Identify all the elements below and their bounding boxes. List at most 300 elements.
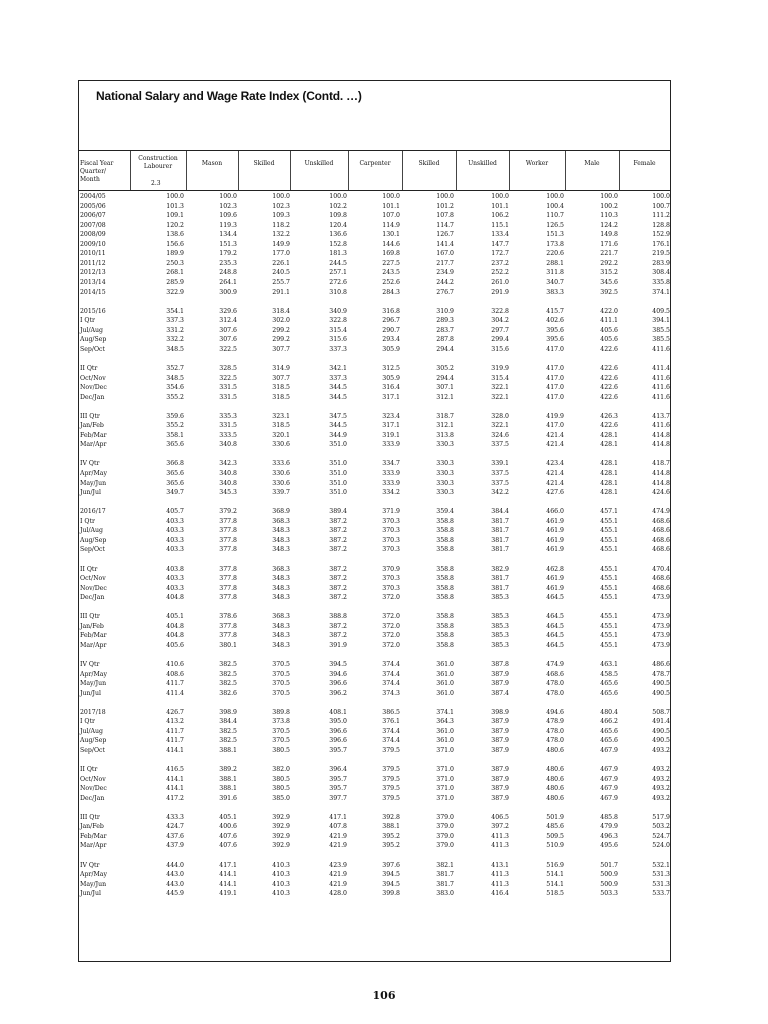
table-row bbox=[79, 861, 670, 870]
table-cell: 179.2 bbox=[219, 250, 237, 258]
table-row bbox=[79, 870, 670, 879]
row-label: Dec/Jan bbox=[80, 393, 105, 401]
table-cell: 386.5 bbox=[382, 708, 400, 716]
table-cell: 358.8 bbox=[436, 527, 454, 535]
table-row bbox=[79, 345, 670, 354]
table-cell: 348.3 bbox=[272, 622, 290, 630]
table-cell: 467.9 bbox=[600, 794, 618, 802]
table-cell: 500.9 bbox=[600, 880, 618, 888]
table-cell: 119.3 bbox=[219, 221, 237, 229]
table-row bbox=[79, 221, 670, 230]
table-cell: 414.1 bbox=[219, 871, 237, 878]
page-number: 106 bbox=[372, 989, 396, 1002]
table-row bbox=[79, 775, 670, 784]
row-label: Jan/Feb bbox=[80, 622, 104, 630]
table-cell: 388.1 bbox=[219, 775, 237, 783]
table-cell: 377.8 bbox=[219, 536, 237, 544]
table-cell: 167.0 bbox=[436, 250, 454, 258]
row-label: 2008/09 bbox=[80, 231, 106, 239]
row-label: May/Jun bbox=[80, 880, 107, 888]
table-cell: 417.2 bbox=[166, 794, 184, 802]
table-cell: 102.2 bbox=[329, 202, 347, 210]
table-cell: 359.6 bbox=[166, 412, 184, 420]
table-cell: 331.5 bbox=[219, 384, 237, 391]
table-cell: 402.6 bbox=[546, 317, 564, 325]
table-cell: 322.5 bbox=[219, 374, 237, 382]
table-cell: 382.5 bbox=[219, 727, 237, 735]
row-label: 2014/15 bbox=[80, 288, 106, 296]
table-cell: 292.2 bbox=[600, 259, 618, 267]
table-cell: 464.5 bbox=[546, 632, 564, 640]
table-cell: 465.6 bbox=[600, 727, 618, 735]
table-cell: 462.8 bbox=[546, 565, 564, 573]
table-row bbox=[79, 240, 670, 249]
column-header: Construction bbox=[138, 155, 178, 162]
table-spacer-row bbox=[79, 498, 670, 507]
table-cell: 394.5 bbox=[329, 660, 347, 668]
table-cell: 151.3 bbox=[546, 231, 564, 239]
table-cell: 372.0 bbox=[382, 613, 400, 621]
table-cell: 176.1 bbox=[652, 240, 670, 248]
table-cell: 322.5 bbox=[219, 345, 237, 353]
table-cell: 252.6 bbox=[382, 279, 400, 286]
table-cell: 340.7 bbox=[546, 279, 564, 286]
table-cell: 414.1 bbox=[166, 746, 184, 754]
table-cell: 358.8 bbox=[436, 641, 454, 649]
table-cell: 340.8 bbox=[219, 470, 237, 477]
table-cell: 287.8 bbox=[436, 336, 454, 344]
table-cell: 358.1 bbox=[166, 431, 184, 439]
table-cell: 372.0 bbox=[382, 594, 400, 602]
row-label: 2010/11 bbox=[80, 250, 106, 258]
table-cell: 405.6 bbox=[600, 326, 618, 334]
table-spacer-row bbox=[79, 650, 670, 659]
row-label: I Qtr bbox=[80, 317, 95, 325]
table-cell: 414.8 bbox=[652, 479, 670, 487]
table-cell: 388.8 bbox=[329, 613, 347, 621]
table-cell: 147.7 bbox=[491, 240, 509, 248]
table-cell: 283.9 bbox=[652, 259, 670, 267]
table-cell: 318.4 bbox=[272, 307, 290, 315]
table-cell: 124.2 bbox=[600, 221, 618, 229]
row-label: 2012/13 bbox=[80, 269, 106, 277]
table-cell: 421.4 bbox=[546, 441, 564, 449]
table-cell: 100.0 bbox=[600, 193, 618, 200]
table-cell: 181.3 bbox=[329, 250, 347, 258]
table-row bbox=[79, 593, 670, 602]
table-cell: 443.0 bbox=[166, 880, 184, 888]
table-cell: 385.0 bbox=[272, 794, 290, 802]
header-bottom-rule bbox=[79, 190, 670, 191]
table-cell: 109.3 bbox=[272, 212, 290, 220]
table-cell: 377.8 bbox=[219, 546, 237, 554]
table-cell: 337.3 bbox=[329, 374, 347, 382]
table-cell: 354.6 bbox=[166, 384, 184, 391]
row-label: Dec/Jan bbox=[80, 594, 105, 602]
table-cell: 381.7 bbox=[491, 527, 509, 535]
table-cell: 480.6 bbox=[546, 746, 564, 754]
table-cell: 322.8 bbox=[491, 307, 509, 315]
table-cell: 337.5 bbox=[491, 441, 509, 449]
table-cell: 344.5 bbox=[329, 422, 347, 430]
table-cell: 423.9 bbox=[329, 861, 347, 869]
table-cell: 248.8 bbox=[219, 269, 237, 277]
table-cell: 368.3 bbox=[272, 613, 290, 621]
table-row bbox=[79, 259, 670, 268]
table-row bbox=[79, 412, 670, 421]
row-label: 2017/18 bbox=[80, 708, 106, 716]
table-cell: 411.3 bbox=[491, 871, 509, 878]
table-cell: 394.5 bbox=[382, 871, 400, 878]
table-cell: 493.2 bbox=[652, 785, 670, 793]
table-row bbox=[79, 374, 670, 383]
table-cell: 478.0 bbox=[546, 727, 564, 735]
table-cell: 416.4 bbox=[491, 890, 509, 898]
table-cell: 226.1 bbox=[272, 259, 290, 267]
table-cell: 395.6 bbox=[546, 336, 564, 344]
table-cell: 437.9 bbox=[166, 842, 184, 850]
table-cell: 379.5 bbox=[382, 794, 400, 802]
table-row bbox=[79, 612, 670, 621]
table-cell: 328.0 bbox=[491, 412, 509, 420]
table-row bbox=[79, 469, 670, 478]
table-cell: 149.9 bbox=[272, 240, 290, 248]
table-cell: 461.9 bbox=[546, 536, 564, 544]
row-label: Jun/Jul bbox=[80, 489, 101, 497]
table-row bbox=[79, 679, 670, 688]
table-cell: 100.0 bbox=[546, 193, 564, 200]
table-cell: 374.4 bbox=[382, 670, 400, 678]
table-cell: 384.4 bbox=[219, 718, 237, 726]
table-cell: 464.5 bbox=[546, 641, 564, 649]
table-row bbox=[79, 622, 670, 631]
table-cell: 333.9 bbox=[382, 479, 400, 487]
table-cell: 387.9 bbox=[491, 670, 509, 678]
table-cell: 414.1 bbox=[166, 775, 184, 783]
table-cell: 109.6 bbox=[219, 212, 237, 220]
table-cell: 307.6 bbox=[219, 326, 237, 334]
table-cell: 458.5 bbox=[600, 670, 618, 678]
table-cell: 372.0 bbox=[382, 632, 400, 640]
table-cell: 424.6 bbox=[652, 489, 670, 497]
table-cell: 319.1 bbox=[382, 431, 400, 439]
table-spacer-row bbox=[79, 755, 670, 764]
table-cell: 151.3 bbox=[219, 240, 237, 248]
table-cell: 395.7 bbox=[329, 775, 347, 783]
table-cell: 120.2 bbox=[166, 221, 184, 229]
table-cell: 347.5 bbox=[329, 412, 347, 420]
table-cell: 494.6 bbox=[546, 708, 564, 716]
table-cell: 395.7 bbox=[329, 785, 347, 793]
table-cell: 403.3 bbox=[166, 527, 184, 535]
table-cell: 468.6 bbox=[652, 575, 670, 582]
row-label: Feb/Mar bbox=[80, 431, 107, 439]
table-cell: 355.2 bbox=[166, 422, 184, 430]
table-cell: 318.5 bbox=[272, 384, 290, 391]
row-label: I Qtr bbox=[80, 517, 95, 525]
table-cell: 297.7 bbox=[491, 326, 509, 334]
table-cell: 421.9 bbox=[329, 842, 347, 850]
table-cell: 387.9 bbox=[491, 680, 509, 687]
table-cell: 370.3 bbox=[382, 584, 400, 592]
table-cell: 349.7 bbox=[166, 489, 184, 497]
table-cell: 314.9 bbox=[272, 364, 290, 372]
header-column-divider bbox=[456, 151, 509, 190]
table-cell: 368.3 bbox=[272, 565, 290, 573]
table-cell: 322.8 bbox=[329, 317, 347, 325]
table-cell: 465.6 bbox=[600, 680, 618, 687]
table-cell: 361.0 bbox=[436, 737, 454, 745]
table-row bbox=[79, 230, 670, 239]
table-cell: 516.9 bbox=[546, 861, 564, 869]
table-cell: 514.1 bbox=[546, 871, 564, 878]
table-cell: 370.9 bbox=[382, 565, 400, 573]
table-cell: 421.4 bbox=[546, 431, 564, 439]
table-cell: 305.9 bbox=[382, 345, 400, 353]
table-cell: 411.6 bbox=[652, 374, 670, 382]
table-cell: 358.8 bbox=[436, 517, 454, 525]
table-cell: 370.3 bbox=[382, 517, 400, 525]
row-label: Jan/Feb bbox=[80, 422, 104, 430]
table-cell: 377.8 bbox=[219, 584, 237, 592]
table-row bbox=[79, 822, 670, 831]
table-cell: 126.5 bbox=[546, 221, 564, 229]
table-row bbox=[79, 889, 670, 898]
column-header: Female bbox=[633, 160, 656, 167]
table-cell: 374.4 bbox=[382, 680, 400, 687]
table-cell: 397.7 bbox=[329, 794, 347, 802]
table-cell: 348.3 bbox=[272, 594, 290, 602]
table-cell: 428.1 bbox=[600, 470, 618, 477]
table-cell: 340.8 bbox=[219, 479, 237, 487]
table-cell: 394.1 bbox=[652, 317, 670, 325]
table-cell: 358.8 bbox=[436, 584, 454, 592]
table-cell: 422.6 bbox=[600, 393, 618, 401]
table-cell: 318.5 bbox=[272, 393, 290, 401]
table-cell: 382.6 bbox=[219, 689, 237, 697]
table-cell: 414.1 bbox=[219, 880, 237, 888]
table-cell: 410.3 bbox=[272, 871, 290, 878]
row-label: 2007/08 bbox=[80, 221, 106, 229]
table-cell: 305.9 bbox=[382, 374, 400, 382]
table-cell: 348.3 bbox=[272, 536, 290, 544]
table-cell: 387.2 bbox=[329, 584, 347, 592]
table-cell: 322.1 bbox=[491, 422, 509, 430]
table-cell: 261.0 bbox=[491, 279, 509, 286]
table-cell: 285.9 bbox=[166, 279, 184, 286]
table-cell: 404.8 bbox=[166, 594, 184, 602]
table-cell: 322.9 bbox=[166, 288, 184, 296]
table-cell: 100.4 bbox=[546, 202, 564, 210]
table-row bbox=[79, 689, 670, 698]
table-cell: 467.9 bbox=[600, 785, 618, 793]
column-header: Unskilled bbox=[304, 160, 334, 167]
table-cell: 291.9 bbox=[491, 288, 509, 296]
table-cell: 411.6 bbox=[652, 384, 670, 391]
table-cell: 335.3 bbox=[219, 412, 237, 420]
table-cell: 468.6 bbox=[652, 546, 670, 554]
table-cell: 383.0 bbox=[436, 890, 454, 898]
table-cell: 370.3 bbox=[382, 546, 400, 554]
table-cell: 387.2 bbox=[329, 517, 347, 525]
table-cell: 144.6 bbox=[382, 240, 400, 248]
table-cell: 422.6 bbox=[600, 364, 618, 372]
table-cell: 417.0 bbox=[546, 422, 564, 430]
table-cell: 413.7 bbox=[652, 412, 670, 420]
table-cell: 348.5 bbox=[166, 374, 184, 382]
table-cell: 294.4 bbox=[436, 374, 454, 382]
table-cell: 385.5 bbox=[652, 336, 670, 344]
table-cell: 407.6 bbox=[219, 832, 237, 840]
table-cell: 351.0 bbox=[329, 441, 347, 449]
row-label: Mar/Apr bbox=[80, 842, 107, 850]
table-cell: 331.5 bbox=[219, 393, 237, 401]
table-cell: 417.1 bbox=[219, 861, 237, 869]
table-cell: 517.9 bbox=[652, 813, 670, 821]
table-cell: 473.9 bbox=[652, 622, 670, 630]
table-cell: 396.2 bbox=[329, 689, 347, 697]
header-period-label: Month bbox=[80, 176, 100, 183]
table-cell: 403.3 bbox=[166, 517, 184, 525]
table-cell: 379.0 bbox=[436, 842, 454, 850]
table-cell: 532.1 bbox=[652, 861, 670, 869]
table-cell: 126.7 bbox=[436, 231, 454, 239]
table-cell: 399.8 bbox=[382, 890, 400, 898]
table-cell: 310.8 bbox=[329, 288, 347, 296]
row-label: Oct/Nov bbox=[80, 775, 106, 783]
table-cell: 101.3 bbox=[166, 202, 184, 210]
table-cell: 348.3 bbox=[272, 641, 290, 649]
table-cell: 365.6 bbox=[166, 479, 184, 487]
row-label: May/Jun bbox=[80, 680, 107, 687]
table-cell: 415.7 bbox=[546, 307, 564, 315]
table-cell: 396.6 bbox=[329, 737, 347, 745]
table-cell: 322.1 bbox=[491, 384, 509, 391]
table-cell: 100.0 bbox=[272, 193, 290, 200]
table-cell: 387.2 bbox=[329, 565, 347, 573]
table-cell: 379.0 bbox=[436, 813, 454, 821]
table-cell: 495.6 bbox=[600, 842, 618, 850]
column-header: Skilled bbox=[418, 160, 440, 167]
table-cell: 387.9 bbox=[491, 766, 509, 773]
row-label: 2013/14 bbox=[80, 279, 106, 286]
table-cell: 358.8 bbox=[436, 546, 454, 554]
table-cell: 370.5 bbox=[272, 680, 290, 687]
table-cell: 371.0 bbox=[436, 775, 454, 783]
table-cell: 312.5 bbox=[382, 364, 400, 372]
table-row bbox=[79, 574, 670, 583]
column-header: Unskilled bbox=[468, 160, 497, 167]
table-cell: 330.6 bbox=[272, 441, 290, 449]
table-cell: 329.6 bbox=[219, 307, 237, 315]
table-cell: 455.1 bbox=[600, 622, 618, 630]
table-cell: 389.8 bbox=[272, 708, 290, 716]
table-cell: 364.3 bbox=[436, 718, 454, 726]
table-cell: 416.5 bbox=[166, 766, 184, 773]
table-row bbox=[79, 736, 670, 745]
table-cell: 395.2 bbox=[382, 842, 400, 850]
table-cell: 405.1 bbox=[219, 813, 237, 821]
table-cell: 307.7 bbox=[272, 374, 290, 382]
table-row bbox=[79, 307, 670, 316]
table-row bbox=[79, 507, 670, 516]
table-cell: 351.0 bbox=[329, 470, 347, 477]
table-cell: 387.9 bbox=[491, 775, 509, 783]
table-cell: 377.8 bbox=[219, 622, 237, 630]
table-cell: 294.4 bbox=[436, 345, 454, 353]
table-cell: 382.5 bbox=[219, 737, 237, 745]
table-cell: 455.1 bbox=[600, 613, 618, 621]
table-cell: 464.5 bbox=[546, 613, 564, 621]
table-cell: 388.1 bbox=[382, 823, 400, 831]
table-cell: 501.7 bbox=[600, 861, 618, 869]
table-cell: 100.2 bbox=[600, 202, 618, 210]
table-spacer-row bbox=[79, 555, 670, 564]
table-cell: 385.5 bbox=[652, 326, 670, 334]
table-spacer-row bbox=[79, 354, 670, 363]
table-cell: 307.6 bbox=[219, 336, 237, 344]
table-cell: 480.4 bbox=[600, 708, 618, 716]
table-cell: 370.3 bbox=[382, 527, 400, 535]
table-cell: 433.3 bbox=[166, 813, 184, 821]
table-cell: 299.2 bbox=[272, 326, 290, 334]
table-cell: 490.5 bbox=[652, 689, 670, 697]
table-cell: 384.4 bbox=[491, 508, 509, 516]
table-cell: 358.8 bbox=[436, 575, 454, 582]
table-cell: 100.0 bbox=[219, 193, 237, 200]
table-cell: 323.1 bbox=[272, 412, 290, 420]
table-cell: 388.1 bbox=[219, 785, 237, 793]
table-cell: 493.2 bbox=[652, 794, 670, 802]
table-cell: 115.1 bbox=[491, 221, 509, 229]
row-label: Apr/May bbox=[80, 871, 107, 878]
table-cell: 339.1 bbox=[491, 460, 509, 468]
row-label: IV Qtr bbox=[80, 660, 100, 668]
table-cell: 101.1 bbox=[491, 202, 509, 210]
table-cell: 411.4 bbox=[166, 689, 184, 697]
table-row bbox=[79, 211, 670, 220]
table-cell: 107.8 bbox=[436, 212, 454, 220]
table-row bbox=[79, 326, 670, 335]
row-label: Aug/Sep bbox=[80, 336, 107, 344]
table-cell: 510.9 bbox=[546, 842, 564, 850]
table-cell: 240.5 bbox=[272, 269, 290, 277]
table-cell: 255.7 bbox=[272, 279, 290, 286]
table-cell: 377.8 bbox=[219, 527, 237, 535]
table-cell: 110.3 bbox=[600, 212, 618, 220]
table-row bbox=[79, 278, 670, 287]
table-cell: 385.3 bbox=[491, 641, 509, 649]
table-cell: 524.0 bbox=[652, 842, 670, 850]
table-row bbox=[79, 316, 670, 325]
table-cell: 465.6 bbox=[600, 689, 618, 697]
table-cell: 133.4 bbox=[491, 231, 509, 239]
table-cell: 189.9 bbox=[166, 250, 184, 258]
table-cell: 387.9 bbox=[491, 727, 509, 735]
table-row bbox=[79, 841, 670, 850]
table-cell: 503.2 bbox=[652, 823, 670, 831]
row-label: Jun/Jul bbox=[80, 689, 101, 697]
table-cell: 392.9 bbox=[272, 823, 290, 831]
table-cell: 411.7 bbox=[166, 737, 184, 745]
table-cell: 509.5 bbox=[546, 832, 564, 840]
column-header: Mason bbox=[201, 160, 223, 167]
table-cell: 257.1 bbox=[329, 269, 347, 277]
table-cell: 468.6 bbox=[652, 536, 670, 544]
table-cell: 342.2 bbox=[491, 489, 509, 497]
table-row bbox=[79, 794, 670, 803]
table-cell: 485.6 bbox=[546, 823, 564, 831]
